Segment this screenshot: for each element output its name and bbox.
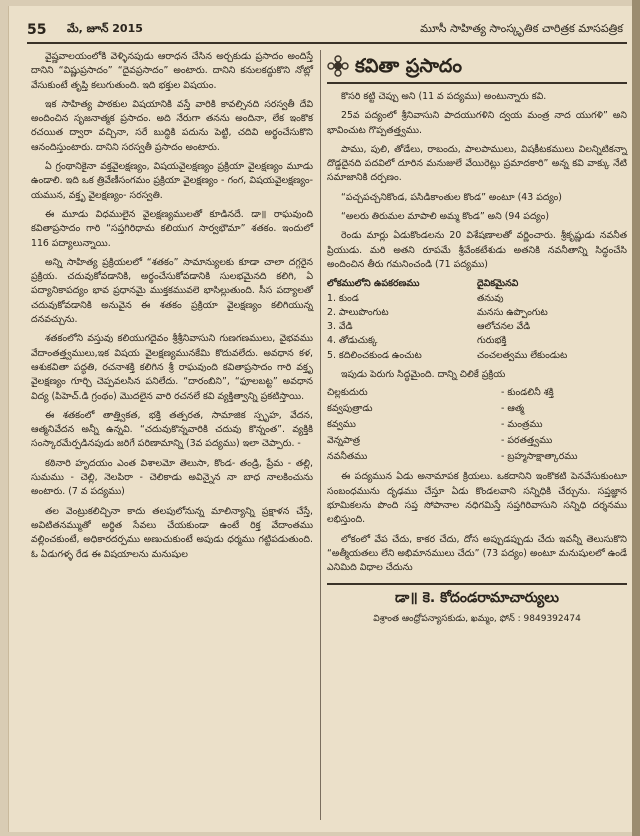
- issue-date: మే, జూన్ 2015: [67, 22, 143, 35]
- table-cell: 5. కదిలించకుండ ఉంచుట: [327, 349, 422, 361]
- right-paragraph: ఈ పద్యమున ఏడు అనామాపక క్రియలు. ఒకదానిని ఇంకొకటి పెనవేసుకుంటూ సంబంధమును దృఢము చేస్తూ ఏడు కొండలవాని సన్నిధికి చేర్చును. సప్తజ్ఞాన భూమికలను పొంది సప్త సోపానాల నధిగమిస్తే సప్తగిరివాసుని సన్నిధి దర్శనము లభిస్తుంది.: [327, 471, 627, 526]
- magazine-page: [8, 6, 634, 832]
- table-cell: 2. పాలుపొంగుట: [327, 306, 389, 318]
- right-paragraph: “పచ్చపచ్చనికొండ, పసిడికాంతుల కొండ” అంటూ (43 పద్యం): [341, 191, 562, 203]
- table-cell: 3. వేడి: [327, 321, 353, 333]
- right-paragraph: రెండు మార్లు ఏడుకొండలను 20 విశేషణాలతో వర్ణించారు. శ్రీకృష్ణుడు నవనీత ప్రియుడు. మరి అతని రూపమే శ్రీవేంకటేశుడు అతనికి నవనీతాన్ని సిద్ధంచేసి అందించిన తీరు గమనించండి (71 పద్యము): [327, 230, 627, 270]
- table-cell: - బ్రహ్మసాక్షాత్కారము: [501, 451, 578, 463]
- table-cell: - ఆత్మ: [501, 403, 525, 415]
- right-column: [327, 50, 627, 626]
- table-cell: వెన్నపాత్ర: [327, 435, 360, 447]
- table-cell: కవ్వపుత్రాడు: [327, 403, 373, 415]
- table-cell: - మంత్రము: [501, 419, 543, 431]
- table-cell: మనసు ఉప్పొంగుట: [477, 306, 548, 318]
- page-header: [27, 18, 627, 44]
- table-cell: కవ్వము: [327, 419, 356, 431]
- flower-ornament-icon: [327, 55, 349, 77]
- right-paragraph: 25వ పద్యంలో శ్రీనివాసుని పాదయుగళిని ద్వయ మంత్ర నాద యుగళి” అని భావించుట గొప్పతత్త్వము.: [327, 110, 627, 136]
- mid-paragraph: ఇపుడు పెరుగు సిద్ధమైంది. దాన్ని చిలికే ప్రక్రియ: [341, 369, 506, 381]
- table-header: దైవికమైనవి: [477, 278, 519, 290]
- column-divider: [320, 50, 321, 820]
- right-paragraphs-b: [327, 470, 627, 575]
- table-cell: తనువు: [477, 292, 504, 304]
- left-paragraph: అన్ని సాహిత్య ప్రక్రియలలో “శతకం” సామాన్యులకు కూడా చాలా దగ్గరైన ప్రక్రియ. చదువుకోవడానికి, అర్థంచేసుకోవడానికి సులభమైనది కలిగి, ఏ పద్యానికాపద్యం భావ ప్రధానమై ముక్తకమువలె భాసిల్లుతుంది. సీస పద్యాలతో చదువుకోవడానికి అనువైన ఈ శతకం ప్రక్రియా వైలక్షణ్యం కలిగియున్న దనవచ్చును.: [31, 256, 313, 326]
- left-paragraph: తల వెంట్రుకలిచ్చినా కాదు తలపులోనున్న మాలిన్యాన్ని ప్రక్షాళన చేస్తే, అవిటితనమ్ముతో అర్థిత సేవలు చేయకుండా ఉంటే రిక్త వేదాంతము వల్లించకుంటే, అధికారదర్పము అణుచుకుంటే అపుడు ధర్మము గట్టిపడుతుంది. ఓ ఏడుగళ్ళ రేడ ఈ విషయాలను మనుషుల: [31, 505, 313, 560]
- author-address: విశ్రాంత ఆంధ్రోపన్యాసకుడు, ఖమ్మం, ఫోన్ : 9849392474: [373, 613, 581, 624]
- page-number: 55: [27, 22, 47, 38]
- table-cell: ఆలోచనల వేడి: [477, 321, 531, 333]
- right-paragraph: “అలరు తిరుమల మాపాలి అమ్మ కొండ” అని (94 పద్యం): [341, 211, 550, 223]
- right-paragraph: పాము, పులి, తోడేలు, రాబందు, పాలపాములు, విషకీటకములు విలన్నిటికన్నా దొడ్డదైనది పదవిలో దూరిన మనుజులే వేయిరెట్లు ప్రమాదకారి” అన్న కవి వాక్కు నేటి సమాజానికి దర్పణం.: [327, 143, 627, 184]
- table-cell: - కుండలినీ శక్తి: [501, 387, 554, 399]
- right-paragraph: లోకంలో వేప చేదు, కాకర చేదు, దోస అప్పుడప్పుడు చేదు ఇవన్నీ తెలుసుకొని “అత్మీయతలు లేని అభిమానములు చేదు” (73 పద్యం) అంటూ మనుషులలో ఉండే ఎనిమిది విధాల చేదును: [327, 533, 627, 574]
- left-paragraph: ఏ గ్రంథానికైనా వక్తవైలక్షణ్యం, విషయవైలక్షణ్యం ప్రక్రియా వైలక్షణ్యం మూడు ఉండాలి. ఇది ఒక త్రివేణీసంగమం ప్రక్రియా వైలక్షణ్యం - గంగ, విషయవైలక్షణ్యం- యమున, వక్తృ వైలక్షణ్యం- సరస్వతి.: [31, 161, 313, 201]
- article-title-box: [327, 50, 627, 84]
- table-cell: 1. కుండ: [327, 292, 359, 304]
- right-paragraph: కొసరి కట్టి చెప్పు అని (11 వ పద్యము) అంటున్నారు కవి.: [341, 91, 547, 102]
- left-paragraph: ఇక సాహిత్య పాఠకుల విషయానికి వస్తే వారికి కావల్సినది సరస్వతీ దేవి అందించిన సృజనాత్మక ప్రసాదం. అది నేరుగా తనను అందినా, లేక ఇంకొక రచయిత ద్వారా వచ్చినా, సరే బుద్ధికి పదును పెట్టి, చదివి అర్థంచేసుకొని ఆనందిస్తుంటారు. దానిని సరస్వతీ ప్రసాదం అంటారు.: [31, 98, 313, 153]
- right-paragraphs-a: [327, 90, 627, 272]
- page-edge: [632, 0, 640, 836]
- table-cell: గురుభక్తి: [477, 335, 507, 347]
- table-cell: నవనీతము: [327, 451, 368, 463]
- left-paragraph: శతకంలోని వస్తువు కలియుగదైవం శ్రీశ్రీనివాసుని గుణగణములు, వైభవము వేదాంతత్త్వములు,ఇక విషయ వైలక్షణ్యమునకేమి కొదువలేదు. అవధాన కళ, ఆశుకవితా పద్ధతి, రచనాశక్తి కలిగిన శ్రీ రాఘవుంది కవితాప్రసాదం గారి వక్తృ వైలక్షణ్యం గూర్చి చెప్పవలసిన పనిలేదు. “దారంబిని”, “ఫూలబట్ట” అవధాన విద్య (పిహెచ్.డి గ్రంథం) మొదలైన వారి రచనలే కవి వ్యక్తిత్వాన్ని ప్రకటిస్తాయి.: [31, 333, 313, 402]
- left-paragraph: ఈ మూడు విధములైన వైలక్షణ్యములతో కూడినదే. డా॥ రాఘవుంది కవితాప్రసాదం గారి “సప్తగిరిధామ కలియుగ సార్వభౌమా” శతకం. ఇందులో 116 పద్యాలున్నాయి.: [31, 208, 313, 249]
- table-header: లోకములోని ఉపకరణము: [327, 278, 420, 290]
- left-paragraph: కఠినారి హృదయం ఎంత విశాలమో తెలుసా, కొండ- తండ్రి, ప్రేమ - తల్లి, సుమము - చెల్లి, నెలపిరా - చెలికాడు అవిన్నైన నా బాధ నాలకించును అంటారు. (7 వ పద్యము): [31, 457, 313, 498]
- table-cell: చంచలత్వము లేకుండుట: [477, 349, 568, 361]
- article-title: కవితా ప్రసాదం: [355, 54, 462, 77]
- author-name: డా॥ కె. కోదండరామాచార్యులు: [327, 583, 627, 605]
- left-column: [31, 50, 313, 567]
- table-cell: - పరతత్త్వము: [501, 435, 553, 447]
- comparison-table: [327, 277, 627, 363]
- churning-table: [327, 385, 627, 465]
- table-cell: 4. తోడుచుక్క: [327, 335, 378, 347]
- table-cell: చిల్లకుదురు: [327, 387, 368, 399]
- magazine-name: మూసీ సాహిత్య సాంస్కృతిక చారిత్రక మాసపత్రిక: [420, 22, 623, 35]
- left-paragraph: వైష్ణవాలయంలోకి వెళ్ళినపుడు ఆరాధన చేసిన అర్చకుడు ప్రసాదం అందిస్తే దానిని “విష్ణుప్రసాదం” “దైవప్రసాదం” అంటారు. దానిని కనులకద్దుకొని నోట్లో వేసుకుంటే తృప్తి కలుగుతుంది. ఇది భక్తుల విషయం.: [31, 51, 313, 91]
- left-paragraph: ఈ శతకంలో తాత్త్వికత, భక్తి తత్పరత, సామాజిక స్పృహ, వేదన, ఆత్మనివేదన అన్నీ ఉన్నవి. “చదువుకొన్నవారికి చదువు కొన్నంత”. వ్యక్తికి సంస్కారమేర్పడినపుడు జరిగే పరిణామాన్ని (3వ పద్యము) ఇలా చెప్పారు. -: [31, 409, 313, 450]
